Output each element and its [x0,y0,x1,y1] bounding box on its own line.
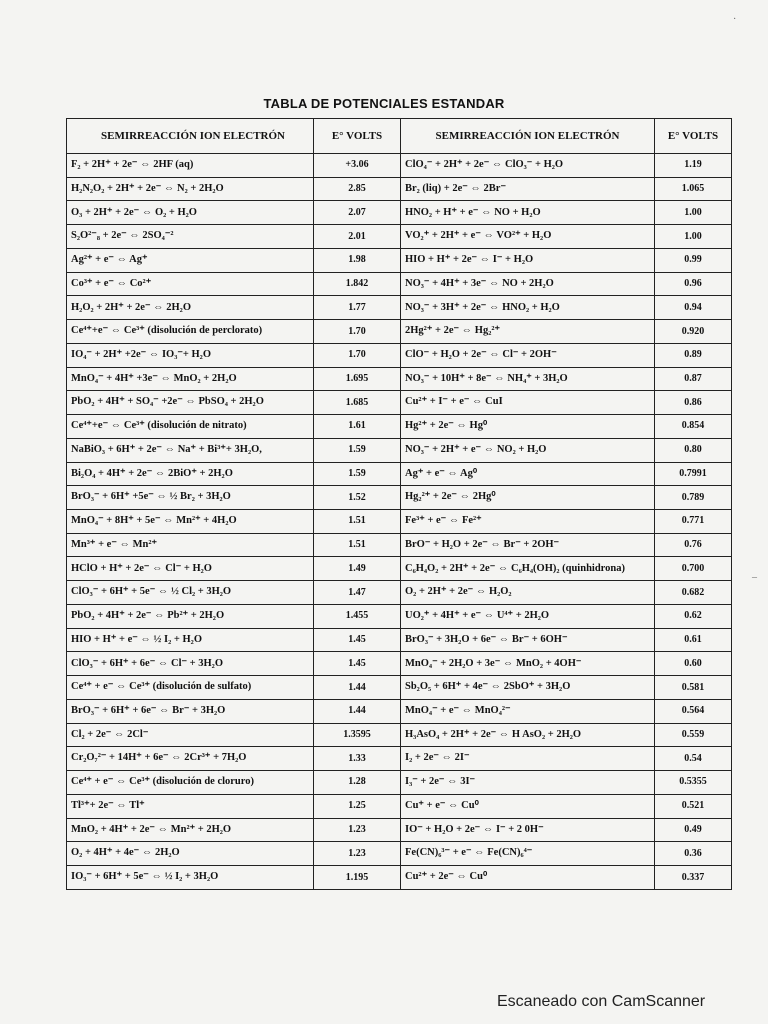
table-row [67,747,732,771]
reaction-right-cell: ClO⁻ + H₂O + 2e⁻ ⇔ Cl⁻ + 2OH⁻ [401,343,655,367]
standard-potentials-table [66,118,732,890]
potential-right-cell: 0.80 [655,438,732,462]
table-row [67,272,732,296]
potential-left-cell: 1.51 [314,510,401,534]
reaction-left-cell: O₂ + 4H⁺ + 4e⁻ ⇔ 2H₂O [67,842,314,866]
reaction-left-cell: Mn³⁺ + e⁻ ⇔ Mn²⁺ [67,533,314,557]
potential-right-cell: 0.700 [655,557,732,581]
table-row [67,699,732,723]
reaction-left-cell: NaBiO₃ + 6H⁺ + 2e⁻ ⇔ Na⁺ + Bi³⁺+ 3H₂O, [67,438,314,462]
reaction-left-cell: Ce⁴⁺ + e⁻ ⇔ Ce³⁺ (disolución de sulfato) [67,676,314,700]
potential-left-cell: 2.07 [314,201,401,225]
potential-left-cell: 2.01 [314,225,401,249]
reaction-right-cell: O₂ + 2H⁺ + 2e⁻ ⇔ H₂O₂ [401,581,655,605]
potential-right-cell: 0.682 [655,581,732,605]
reaction-left-cell: ClO₃⁻ + 6H⁺ + 5e⁻ ⇔ ½ Cl₂ + 3H₂O [67,581,314,605]
potential-left-cell: 1.77 [314,296,401,320]
page-title: TABLA DE POTENCIALES ESTANDAR [263,96,505,111]
table-row [67,154,732,178]
reaction-left-cell: S₂O²⁻₈ + 2e⁻ ⇔ 2SO₄⁻² [67,225,314,249]
potential-left-cell: 1.842 [314,272,401,296]
reaction-left-cell: Ce⁴⁺+e⁻ ⇔ Ce³⁺ (disolución de perclorato) [67,320,314,344]
table-row [67,438,732,462]
reaction-left-cell: PbO₂ + 4H⁺ + SO₄⁻ +2e⁻ ⇔ PbSO₄ + 2H₂O [67,391,314,415]
potential-left-cell: 1.70 [314,343,401,367]
potential-right-cell: 0.60 [655,652,732,676]
reaction-right-cell: 2Hg²⁺ + 2e⁻ ⇔ Hg₂²⁺ [401,320,655,344]
reaction-left-cell: Bi₂O₄ + 4H⁺ + 2e⁻ ⇔ 2BiO⁺ + 2H₂O [67,462,314,486]
table-row [67,794,732,818]
table-row [67,177,732,201]
potential-right-cell: 0.89 [655,343,732,367]
table-row [67,723,732,747]
potential-right-cell: 0.94 [655,296,732,320]
potential-right-cell: 0.87 [655,367,732,391]
header-reaction-left: SEMIRREACCIÓN ION ELECTRÓN [67,119,314,154]
reaction-right-cell: C₆H₄O₂ + 2H⁺ + 2e⁻ ⇔ C₆H₄(OH)₂ (quinhidrona) [401,557,655,581]
reaction-left-cell: Ag²⁺ + e⁻ ⇔ Ag⁺ [67,248,314,272]
table-row [67,462,732,486]
reaction-right-cell: HNO₂ + H⁺ + e⁻ ⇔ NO + H₂O [401,201,655,225]
reaction-left-cell: Tl³⁺+ 2e⁻ ⇔ Tl⁺ [67,794,314,818]
reaction-left-cell: H₂O₂ + 2H⁺ + 2e⁻ ⇔ 2H₂O [67,296,314,320]
table-row [67,367,732,391]
reaction-left-cell: Co³⁺ + e⁻ ⇔ Co²⁺ [67,272,314,296]
potential-right-cell: 0.559 [655,723,732,747]
reaction-left-cell: BrO₃⁻ + 6H⁺ + 6e⁻ ⇔ Br⁻ + 3H₂O [67,699,314,723]
reaction-right-cell: Fe(CN)₆³⁻ + e⁻ ⇔ Fe(CN)₆⁴⁻ [401,842,655,866]
potential-right-cell: 0.920 [655,320,732,344]
scanner-watermark: Escaneado con CamScanner [497,993,706,1010]
potential-right-cell: 0.76 [655,533,732,557]
potential-right-cell: 0.54 [655,747,732,771]
reaction-left-cell: H₂N₂O₂ + 2H⁺ + 2e⁻ ⇔ N₂ + 2H₂O [67,177,314,201]
header-potential-left: E° VOLTS [314,119,401,154]
table-row [67,581,732,605]
reaction-left-cell: O₃ + 2H⁺ + 2e⁻ ⇔ O₂ + H₂O [67,201,314,225]
reaction-left-cell: HClO + H⁺ + 2e⁻ ⇔ Cl⁻ + H₂O [67,557,314,581]
potential-right-cell: 0.581 [655,676,732,700]
reaction-right-cell: Fe³⁺ + e⁻ ⇔ Fe²⁺ [401,510,655,534]
potential-right-cell: 0.62 [655,604,732,628]
potential-left-cell: 1.47 [314,581,401,605]
potential-left-cell: 1.23 [314,818,401,842]
reaction-right-cell: NO₃⁻ + 2H⁺ + e⁻ ⇔ NO₂ + H₂O [401,438,655,462]
potential-right-cell: 0.789 [655,486,732,510]
reaction-right-cell: Hg₂²⁺ + 2e⁻ ⇔ 2Hg⁰ [401,486,655,510]
table-row [67,343,732,367]
reaction-left-cell: PbO₂ + 4H⁺ + 2e⁻ ⇔ Pb²⁺ + 2H₂O [67,604,314,628]
table-row [67,604,732,628]
potential-left-cell: 1.3595 [314,723,401,747]
reaction-left-cell: Cl₂ + 2e⁻ ⇔ 2Cl⁻ [67,723,314,747]
reaction-right-cell: HIO + H⁺ + 2e⁻ ⇔ I⁻ + H₂O [401,248,655,272]
reaction-right-cell: I₃⁻ + 2e⁻ ⇔ 3I⁻ [401,771,655,795]
reaction-right-cell: ClO₄⁻ + 2H⁺ + 2e⁻ ⇔ ClO₃⁻ + H₂O [401,154,655,178]
reaction-right-cell: Cu⁺ + e⁻ ⇔ Cu⁰ [401,794,655,818]
reaction-right-cell: Hg²⁺ + 2e⁻ ⇔ Hg⁰ [401,415,655,439]
table-row [67,201,732,225]
potential-left-cell: 1.33 [314,747,401,771]
reaction-left-cell: Ce⁴⁺ + e⁻ ⇔ Ce³⁺ (disolución de cloruro) [67,771,314,795]
reaction-right-cell: Cu²⁺ + 2e⁻ ⇔ Cu⁰ [401,866,655,890]
potential-left-cell: 1.49 [314,557,401,581]
reaction-right-cell: UO₂⁺ + 4H⁺ + e⁻ ⇔ U⁴⁺ + 2H₂O [401,604,655,628]
reaction-left-cell: MnO₂ + 4H⁺ + 2e⁻ ⇔ Mn²⁺ + 2H₂O [67,818,314,842]
potential-right-cell: 0.854 [655,415,732,439]
table-row [67,248,732,272]
table-row [67,486,732,510]
table-row [67,510,732,534]
table-row [67,818,732,842]
reaction-right-cell: NO₃⁻ + 10H⁺ + 8e⁻ ⇔ NH₄⁺ + 3H₂O [401,367,655,391]
table-row [67,866,732,890]
potential-right-cell: 0.86 [655,391,732,415]
reaction-right-cell: Sb₂O₅ + 6H⁺ + 4e⁻ ⇔ 2SbO⁺ + 3H₂O [401,676,655,700]
reaction-right-cell: I₂ + 2e⁻ ⇔ 2I⁻ [401,747,655,771]
potential-left-cell: 1.44 [314,676,401,700]
potential-left-cell: 1.52 [314,486,401,510]
reaction-left-cell: ClO₃⁻ + 6H⁺ + 6e⁻ ⇔ Cl⁻ + 3H₂O [67,652,314,676]
table-header-row [67,119,732,154]
potential-left-cell: 1.695 [314,367,401,391]
table-row [67,557,732,581]
table-row [67,320,732,344]
potential-left-cell: 1.455 [314,604,401,628]
potential-left-cell: 1.25 [314,794,401,818]
potential-left-cell: 1.23 [314,842,401,866]
potential-right-cell: 0.99 [655,248,732,272]
table-row [67,391,732,415]
potential-left-cell: 1.59 [314,438,401,462]
reaction-right-cell: IO⁻ + H₂O + 2e⁻ ⇔ I⁻ + 2 0H⁻ [401,818,655,842]
table-row [67,296,732,320]
potential-left-cell: 1.70 [314,320,401,344]
potential-left-cell: 1.195 [314,866,401,890]
reaction-left-cell: Ce⁴⁺+e⁻ ⇔ Ce³⁺ (disolución de nitrato) [67,415,314,439]
potential-right-cell: 0.49 [655,818,732,842]
potential-left-cell: 1.61 [314,415,401,439]
table-row [67,652,732,676]
potential-left-cell: 1.59 [314,462,401,486]
potential-left-cell: 1.98 [314,248,401,272]
reaction-left-cell: F₂ + 2H⁺ + 2e⁻ ⇔ 2HF (aq) [67,154,314,178]
scan-edge-mark: – [752,572,757,583]
potential-left-cell: 1.685 [314,391,401,415]
reaction-left-cell: IO₄⁻ + 2H⁺ +2e⁻ ⇔ IO₃⁻+ H₂O [67,343,314,367]
potential-right-cell: 0.36 [655,842,732,866]
potential-left-cell: 1.44 [314,699,401,723]
potential-left-cell: 1.45 [314,628,401,652]
reaction-right-cell: NO₃⁻ + 3H⁺ + 2e⁻ ⇔ HNO₂ + H₂O [401,296,655,320]
table-row [67,771,732,795]
scan-speck: · [733,14,737,25]
header-potential-right: E° VOLTS [655,119,732,154]
reaction-left-cell: BrO₃⁻ + 6H⁺ +5e⁻ ⇔ ½ Br₂ + 3H₂O [67,486,314,510]
potential-right-cell: 1.19 [655,154,732,178]
potential-left-cell: 1.28 [314,771,401,795]
reaction-right-cell: MnO₄⁻ + 2H₂O + 3e⁻ ⇔ MnO₂ + 4OH⁻ [401,652,655,676]
reaction-right-cell: Cu²⁺ + I⁻ + e⁻ ⇔ CuI [401,391,655,415]
potential-right-cell: 1.065 [655,177,732,201]
reaction-left-cell: HIO + H⁺ + e⁻ ⇔ ½ I₂ + H₂O [67,628,314,652]
reaction-left-cell: Cr₂O₇²⁻ + 14H⁺ + 6e⁻ ⇔ 2Cr³⁺ + 7H₂O [67,747,314,771]
table-row [67,842,732,866]
reaction-right-cell: MnO₄⁻ + e⁻ ⇔ MnO₄²⁻ [401,699,655,723]
table-row [67,415,732,439]
potential-left-cell: 1.51 [314,533,401,557]
table-row [67,225,732,249]
reaction-right-cell: H₃AsO₄ + 2H⁺ + 2e⁻ ⇔ H AsO₂ + 2H₂O [401,723,655,747]
reaction-left-cell: MnO₄⁻ + 8H⁺ + 5e⁻ ⇔ Mn²⁺ + 4H₂O [67,510,314,534]
reaction-right-cell: BrO₃⁻ + 3H₂O + 6e⁻ ⇔ Br⁻ + 6OH⁻ [401,628,655,652]
reaction-right-cell: BrO⁻ + H₂O + 2e⁻ ⇔ Br⁻ + 2OH⁻ [401,533,655,557]
potential-right-cell: 0.564 [655,699,732,723]
potential-left-cell: 1.45 [314,652,401,676]
potential-left-cell: +3.06 [314,154,401,178]
potential-right-cell: 1.00 [655,201,732,225]
potential-right-cell: 0.521 [655,794,732,818]
potential-right-cell: 0.5355 [655,771,732,795]
potential-right-cell: 0.771 [655,510,732,534]
table-row [67,628,732,652]
table-row [67,676,732,700]
table-body [67,154,732,890]
potential-right-cell: 0.7991 [655,462,732,486]
potential-right-cell: 0.61 [655,628,732,652]
potential-left-cell: 2.85 [314,177,401,201]
reaction-right-cell: VO₂⁺ + 2H⁺ + e⁻ ⇔ VO²⁺ + H₂O [401,225,655,249]
reaction-right-cell: Ag⁺ + e⁻ ⇔ Ag⁰ [401,462,655,486]
reaction-right-cell: Br₂ (liq) + 2e⁻ ⇔ 2Br⁻ [401,177,655,201]
reaction-left-cell: MnO₄⁻ + 4H⁺ +3e⁻ ⇔ MnO₂ + 2H₂O [67,367,314,391]
header-reaction-right: SEMIRREACCIÓN ION ELECTRÓN [401,119,655,154]
potential-right-cell: 1.00 [655,225,732,249]
reaction-right-cell: NO₃⁻ + 4H⁺ + 3e⁻ ⇔ NO + 2H₂O [401,272,655,296]
potential-right-cell: 0.96 [655,272,732,296]
potential-right-cell: 0.337 [655,866,732,890]
reaction-left-cell: IO₃⁻ + 6H⁺ + 5e⁻ ⇔ ½ I₂ + 3H₂O [67,866,314,890]
table-row [67,533,732,557]
